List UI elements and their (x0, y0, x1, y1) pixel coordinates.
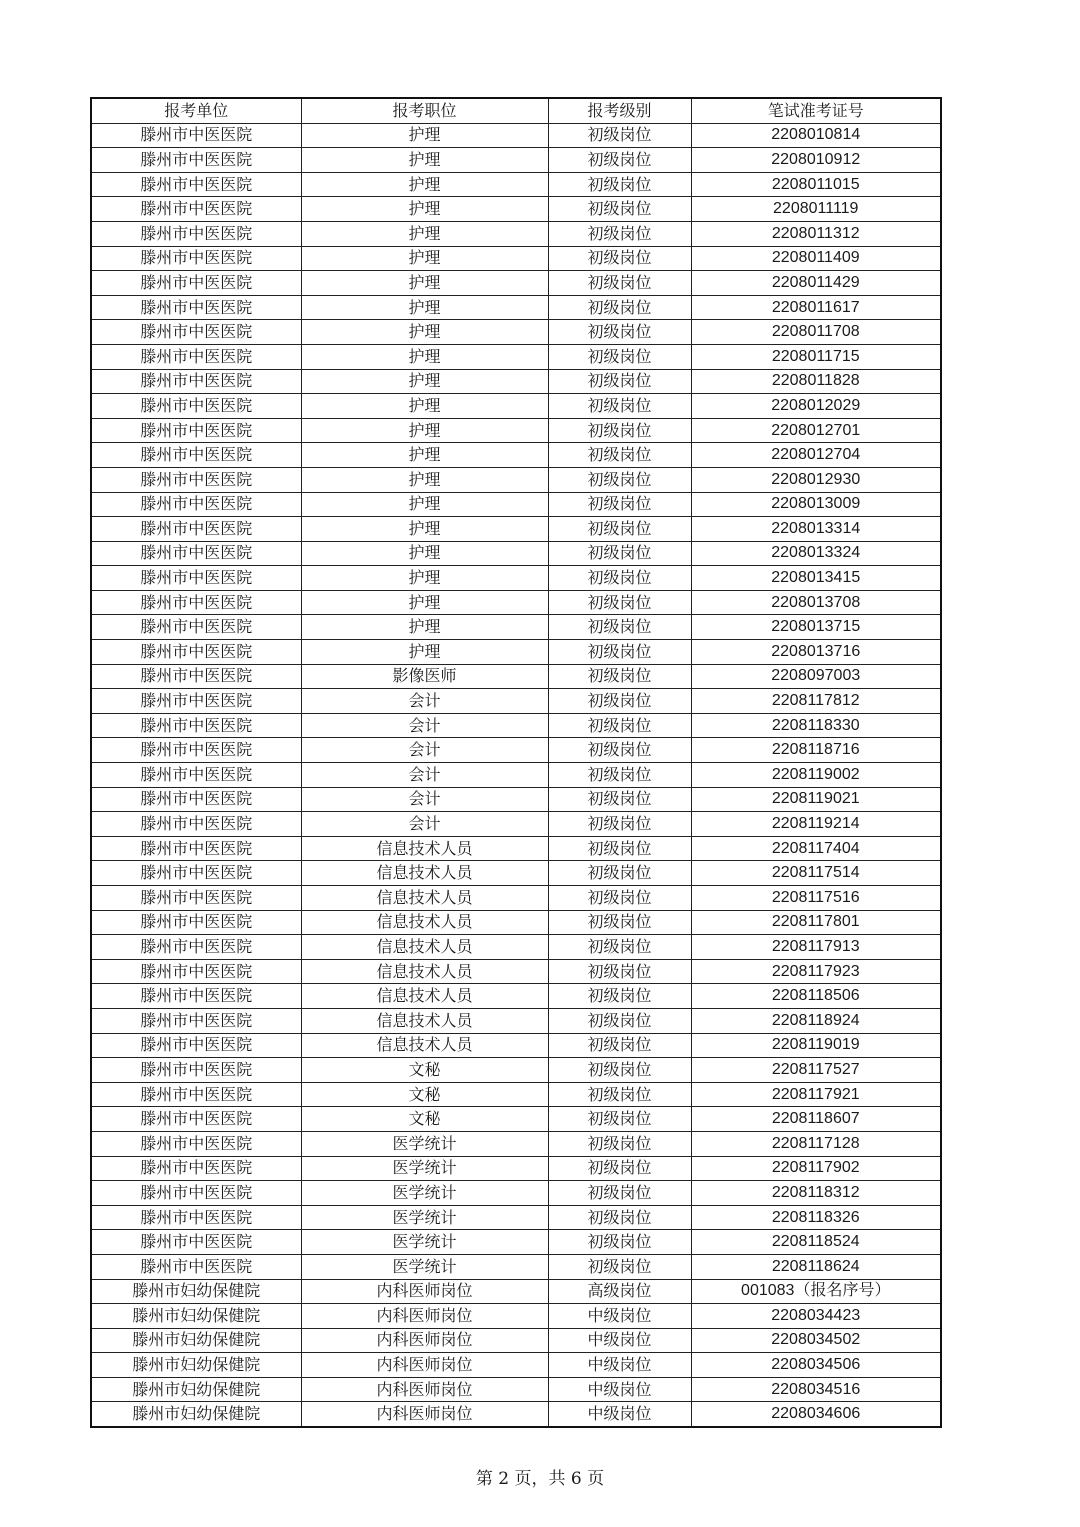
cell-position: 护理 (301, 197, 548, 222)
cell-unit: 滕州市中医医院 (91, 467, 301, 492)
cell-unit: 滕州市中医医院 (91, 418, 301, 443)
table-row (91, 221, 941, 246)
cell-exam-number: 2208013415 (691, 566, 941, 591)
cell-level: 初级岗位 (548, 541, 691, 566)
cell-position: 护理 (301, 295, 548, 320)
table-row (91, 910, 941, 935)
cell-exam-number: 2208011119 (691, 197, 941, 222)
cell-level: 初级岗位 (548, 320, 691, 345)
cell-position: 护理 (301, 517, 548, 542)
cell-position: 医学统计 (301, 1230, 548, 1255)
table-row (91, 1402, 941, 1427)
cell-level: 初级岗位 (548, 1156, 691, 1181)
table-row (91, 1008, 941, 1033)
cell-unit: 滕州市中医医院 (91, 1008, 301, 1033)
cell-level: 初级岗位 (548, 1230, 691, 1255)
cell-level: 中级岗位 (548, 1402, 691, 1427)
cell-unit: 滕州市中医医院 (91, 910, 301, 935)
table-row (91, 467, 941, 492)
cell-unit: 滕州市中医医院 (91, 763, 301, 788)
cell-exam-number: 2208034606 (691, 1402, 941, 1427)
cell-level: 初级岗位 (548, 197, 691, 222)
table-row (91, 1033, 941, 1058)
cell-unit: 滕州市妇幼保健院 (91, 1402, 301, 1427)
cell-position: 护理 (301, 271, 548, 296)
cell-unit: 滕州市中医医院 (91, 566, 301, 591)
cell-exam-number: 2208010912 (691, 148, 941, 173)
table-row (91, 517, 941, 542)
cell-level: 初级岗位 (548, 640, 691, 665)
cell-position: 护理 (301, 443, 548, 468)
cell-level: 中级岗位 (548, 1353, 691, 1378)
cell-unit: 滕州市中医医院 (91, 320, 301, 345)
table-row (91, 935, 941, 960)
cell-unit: 滕州市中医医院 (91, 221, 301, 246)
cell-exam-number: 2208034506 (691, 1353, 941, 1378)
cell-exam-number: 2208117516 (691, 886, 941, 911)
table-row (91, 1353, 941, 1378)
cell-unit: 滕州市中医医院 (91, 984, 301, 1009)
table-row (91, 443, 941, 468)
cell-level: 高级岗位 (548, 1279, 691, 1304)
cell-level: 初级岗位 (548, 271, 691, 296)
cell-position: 护理 (301, 123, 548, 148)
cell-exam-number: 2208117921 (691, 1082, 941, 1107)
table-row (91, 172, 941, 197)
cell-position: 会计 (301, 763, 548, 788)
cell-unit: 滕州市中医医院 (91, 959, 301, 984)
cell-exam-number: 2208117404 (691, 836, 941, 861)
table-row (91, 1181, 941, 1206)
cell-exam-number: 2208118312 (691, 1181, 941, 1206)
cell-level: 初级岗位 (548, 517, 691, 542)
cell-unit: 滕州市中医医院 (91, 615, 301, 640)
table-row (91, 123, 941, 148)
cell-level: 初级岗位 (548, 763, 691, 788)
cell-position: 护理 (301, 246, 548, 271)
table-row (91, 566, 941, 591)
cell-position: 文秘 (301, 1107, 548, 1132)
cell-exam-number: 2208118607 (691, 1107, 941, 1132)
cell-position: 信息技术人员 (301, 1033, 548, 1058)
cell-position: 信息技术人员 (301, 1008, 548, 1033)
cell-level: 初级岗位 (548, 467, 691, 492)
table-row (91, 344, 941, 369)
cell-position: 护理 (301, 369, 548, 394)
cell-position: 内科医师岗位 (301, 1304, 548, 1329)
header-exam-number: 笔试准考证号 (691, 98, 941, 123)
cell-exam-number: 2208013009 (691, 492, 941, 517)
cell-unit: 滕州市中医医院 (91, 738, 301, 763)
cell-exam-number: 2208013708 (691, 590, 941, 615)
cell-position: 护理 (301, 344, 548, 369)
cell-exam-number: 2208118716 (691, 738, 941, 763)
cell-level: 初级岗位 (548, 861, 691, 886)
cell-exam-number: 2208011429 (691, 271, 941, 296)
cell-position: 信息技术人员 (301, 836, 548, 861)
cell-exam-number: 2208118624 (691, 1254, 941, 1279)
cell-position: 护理 (301, 418, 548, 443)
cell-level: 初级岗位 (548, 344, 691, 369)
cell-level: 初级岗位 (548, 1254, 691, 1279)
table-row (91, 271, 941, 296)
cell-level: 初级岗位 (548, 492, 691, 517)
table-row (91, 197, 941, 222)
cell-position: 医学统计 (301, 1205, 548, 1230)
cell-exam-number: 001083（报名序号） (691, 1279, 941, 1304)
table-row (91, 1328, 941, 1353)
cell-unit: 滕州市中医医院 (91, 886, 301, 911)
cell-level: 初级岗位 (548, 443, 691, 468)
cell-unit: 滕州市中医医院 (91, 517, 301, 542)
cell-unit: 滕州市中医医院 (91, 148, 301, 173)
cell-unit: 滕州市中医医院 (91, 246, 301, 271)
cell-exam-number: 2208118924 (691, 1008, 941, 1033)
cell-exam-number: 2208011708 (691, 320, 941, 345)
table-row (91, 1230, 941, 1255)
cell-unit: 滕州市中医医院 (91, 1131, 301, 1156)
cell-exam-number: 2208118326 (691, 1205, 941, 1230)
table-row (91, 394, 941, 419)
cell-exam-number: 2208119021 (691, 787, 941, 812)
cell-position: 护理 (301, 221, 548, 246)
table-row (91, 738, 941, 763)
table-row (91, 763, 941, 788)
cell-position: 信息技术人员 (301, 861, 548, 886)
cell-exam-number: 2208117527 (691, 1058, 941, 1083)
cell-position: 医学统计 (301, 1156, 548, 1181)
cell-unit: 滕州市妇幼保健院 (91, 1304, 301, 1329)
cell-position: 医学统计 (301, 1181, 548, 1206)
table-row (91, 812, 941, 837)
cell-position: 医学统计 (301, 1254, 548, 1279)
cell-position: 护理 (301, 394, 548, 419)
cell-position: 影像医师 (301, 664, 548, 689)
cell-unit: 滕州市中医医院 (91, 640, 301, 665)
cell-position: 护理 (301, 541, 548, 566)
cell-position: 护理 (301, 148, 548, 173)
cell-position: 护理 (301, 615, 548, 640)
cell-exam-number: 2208118524 (691, 1230, 941, 1255)
cell-unit: 滕州市中医医院 (91, 590, 301, 615)
cell-level: 初级岗位 (548, 664, 691, 689)
table-row (91, 590, 941, 615)
cell-level: 初级岗位 (548, 713, 691, 738)
cell-level: 中级岗位 (548, 1377, 691, 1402)
table-row (91, 664, 941, 689)
table-row (91, 615, 941, 640)
cell-unit: 滕州市中医医院 (91, 541, 301, 566)
table-row (91, 713, 941, 738)
cell-unit: 滕州市中医医院 (91, 861, 301, 886)
cell-exam-number: 2208012701 (691, 418, 941, 443)
cell-level: 初级岗位 (548, 295, 691, 320)
cell-exam-number: 2208117514 (691, 861, 941, 886)
table-row (91, 1279, 941, 1304)
cell-position: 信息技术人员 (301, 886, 548, 911)
table-row (91, 1131, 941, 1156)
cell-unit: 滕州市中医医院 (91, 172, 301, 197)
cell-exam-number: 2208117913 (691, 935, 941, 960)
table-row (91, 418, 941, 443)
cell-exam-number: 2208012930 (691, 467, 941, 492)
cell-unit: 滕州市中医医院 (91, 1181, 301, 1206)
cell-exam-number: 2208119214 (691, 812, 941, 837)
cell-unit: 滕州市中医医院 (91, 1156, 301, 1181)
cell-exam-number: 2208011312 (691, 221, 941, 246)
cell-unit: 滕州市妇幼保健院 (91, 1377, 301, 1402)
cell-unit: 滕州市中医医院 (91, 1058, 301, 1083)
table-row (91, 1377, 941, 1402)
cell-level: 初级岗位 (548, 910, 691, 935)
cell-position: 护理 (301, 590, 548, 615)
table-row (91, 148, 941, 173)
cell-unit: 滕州市中医医院 (91, 1230, 301, 1255)
table-row (91, 640, 941, 665)
cell-level: 初级岗位 (548, 1033, 691, 1058)
cell-position: 内科医师岗位 (301, 1402, 548, 1427)
cell-position: 护理 (301, 492, 548, 517)
cell-position: 护理 (301, 172, 548, 197)
cell-level: 初级岗位 (548, 1058, 691, 1083)
cell-unit: 滕州市中医医院 (91, 1107, 301, 1132)
table-row (91, 787, 941, 812)
cell-exam-number: 2208117902 (691, 1156, 941, 1181)
cell-position: 信息技术人员 (301, 910, 548, 935)
table-row (91, 492, 941, 517)
candidate-table (90, 97, 942, 1428)
cell-unit: 滕州市中医医院 (91, 197, 301, 222)
table-row (91, 369, 941, 394)
cell-unit: 滕州市中医医院 (91, 443, 301, 468)
cell-exam-number: 2208011015 (691, 172, 941, 197)
cell-exam-number: 2208118330 (691, 713, 941, 738)
table-row (91, 959, 941, 984)
table-row (91, 861, 941, 886)
cell-unit: 滕州市中医医院 (91, 492, 301, 517)
table-row (91, 1107, 941, 1132)
cell-exam-number: 2208012704 (691, 443, 941, 468)
table-row (91, 541, 941, 566)
cell-level: 初级岗位 (548, 221, 691, 246)
cell-exam-number: 2208117812 (691, 689, 941, 714)
cell-level: 中级岗位 (548, 1328, 691, 1353)
table-row (91, 836, 941, 861)
cell-unit: 滕州市中医医院 (91, 836, 301, 861)
table-row (91, 984, 941, 1009)
cell-unit: 滕州市中医医院 (91, 1254, 301, 1279)
table-body (91, 123, 941, 1427)
table-row (91, 246, 941, 271)
cell-exam-number: 2208011715 (691, 344, 941, 369)
cell-exam-number: 2208119002 (691, 763, 941, 788)
cell-exam-number: 2208119019 (691, 1033, 941, 1058)
cell-position: 信息技术人员 (301, 984, 548, 1009)
cell-unit: 滕州市中医医院 (91, 369, 301, 394)
cell-position: 会计 (301, 812, 548, 837)
cell-exam-number: 2208011828 (691, 369, 941, 394)
cell-unit: 滕州市中医医院 (91, 1082, 301, 1107)
cell-exam-number: 2208013715 (691, 615, 941, 640)
cell-level: 初级岗位 (548, 590, 691, 615)
cell-unit: 滕州市妇幼保健院 (91, 1353, 301, 1378)
cell-unit: 滕州市中医医院 (91, 1033, 301, 1058)
cell-level: 初级岗位 (548, 787, 691, 812)
cell-level: 初级岗位 (548, 984, 691, 1009)
cell-position: 内科医师岗位 (301, 1279, 548, 1304)
cell-unit: 滕州市中医医院 (91, 713, 301, 738)
cell-unit: 滕州市中医医院 (91, 394, 301, 419)
cell-level: 初级岗位 (548, 615, 691, 640)
cell-level: 中级岗位 (548, 1304, 691, 1329)
cell-level: 初级岗位 (548, 394, 691, 419)
cell-level: 初级岗位 (548, 935, 691, 960)
cell-level: 初级岗位 (548, 172, 691, 197)
cell-level: 初级岗位 (548, 246, 691, 271)
cell-position: 医学统计 (301, 1131, 548, 1156)
table-row (91, 1254, 941, 1279)
cell-unit: 滕州市中医医院 (91, 295, 301, 320)
cell-unit: 滕州市中医医院 (91, 344, 301, 369)
cell-unit: 滕州市中医医院 (91, 271, 301, 296)
cell-level: 初级岗位 (548, 1205, 691, 1230)
table-row (91, 320, 941, 345)
cell-unit: 滕州市中医医院 (91, 689, 301, 714)
table-row (91, 1156, 941, 1181)
cell-exam-number: 2208034516 (691, 1377, 941, 1402)
cell-position: 内科医师岗位 (301, 1377, 548, 1402)
cell-position: 信息技术人员 (301, 935, 548, 960)
cell-level: 初级岗位 (548, 1131, 691, 1156)
cell-exam-number: 2208011409 (691, 246, 941, 271)
table-row (91, 1082, 941, 1107)
cell-level: 初级岗位 (548, 1107, 691, 1132)
header-position: 报考职位 (301, 98, 548, 123)
cell-exam-number: 2208013324 (691, 541, 941, 566)
cell-exam-number: 2208013716 (691, 640, 941, 665)
cell-position: 会计 (301, 713, 548, 738)
cell-exam-number: 2208118506 (691, 984, 941, 1009)
cell-position: 护理 (301, 640, 548, 665)
cell-level: 初级岗位 (548, 566, 691, 591)
cell-exam-number: 2208117923 (691, 959, 941, 984)
page-number: 第 2 页，共 6 页 (475, 1469, 605, 1489)
cell-exam-number: 2208034423 (691, 1304, 941, 1329)
cell-unit: 滕州市中医医院 (91, 123, 301, 148)
table-row (91, 295, 941, 320)
table-row (91, 1205, 941, 1230)
cell-position: 文秘 (301, 1058, 548, 1083)
cell-position: 护理 (301, 320, 548, 345)
cell-exam-number: 2208011617 (691, 295, 941, 320)
cell-level: 初级岗位 (548, 369, 691, 394)
cell-unit: 滕州市中医医院 (91, 812, 301, 837)
cell-level: 初级岗位 (548, 689, 691, 714)
table-row (91, 886, 941, 911)
cell-position: 内科医师岗位 (301, 1328, 548, 1353)
cell-level: 初级岗位 (548, 886, 691, 911)
cell-exam-number: 2208010814 (691, 123, 941, 148)
cell-position: 护理 (301, 566, 548, 591)
cell-level: 初级岗位 (548, 836, 691, 861)
cell-position: 会计 (301, 689, 548, 714)
cell-position: 信息技术人员 (301, 959, 548, 984)
cell-exam-number: 2208012029 (691, 394, 941, 419)
cell-position: 护理 (301, 467, 548, 492)
cell-position: 会计 (301, 738, 548, 763)
table-row (91, 689, 941, 714)
cell-unit: 滕州市中医医院 (91, 787, 301, 812)
table-row (91, 1304, 941, 1329)
cell-exam-number: 2208117801 (691, 910, 941, 935)
cell-exam-number: 2208117128 (691, 1131, 941, 1156)
header-row (91, 98, 941, 123)
table-header (91, 98, 941, 123)
cell-position: 会计 (301, 787, 548, 812)
cell-level: 初级岗位 (548, 738, 691, 763)
cell-position: 文秘 (301, 1082, 548, 1107)
cell-unit: 滕州市中医医院 (91, 664, 301, 689)
cell-unit: 滕州市妇幼保健院 (91, 1328, 301, 1353)
cell-level: 初级岗位 (548, 1082, 691, 1107)
cell-unit: 滕州市妇幼保健院 (91, 1279, 301, 1304)
cell-exam-number: 2208034502 (691, 1328, 941, 1353)
cell-level: 初级岗位 (548, 148, 691, 173)
cell-level: 初级岗位 (548, 1181, 691, 1206)
cell-level: 初级岗位 (548, 959, 691, 984)
header-unit: 报考单位 (91, 98, 301, 123)
cell-unit: 滕州市中医医院 (91, 1205, 301, 1230)
cell-level: 初级岗位 (548, 1008, 691, 1033)
cell-position: 内科医师岗位 (301, 1353, 548, 1378)
cell-exam-number: 2208097003 (691, 664, 941, 689)
cell-level: 初级岗位 (548, 418, 691, 443)
header-level: 报考级别 (548, 98, 691, 123)
cell-unit: 滕州市中医医院 (91, 935, 301, 960)
cell-exam-number: 2208013314 (691, 517, 941, 542)
table-row (91, 1058, 941, 1083)
cell-level: 初级岗位 (548, 123, 691, 148)
cell-level: 初级岗位 (548, 812, 691, 837)
